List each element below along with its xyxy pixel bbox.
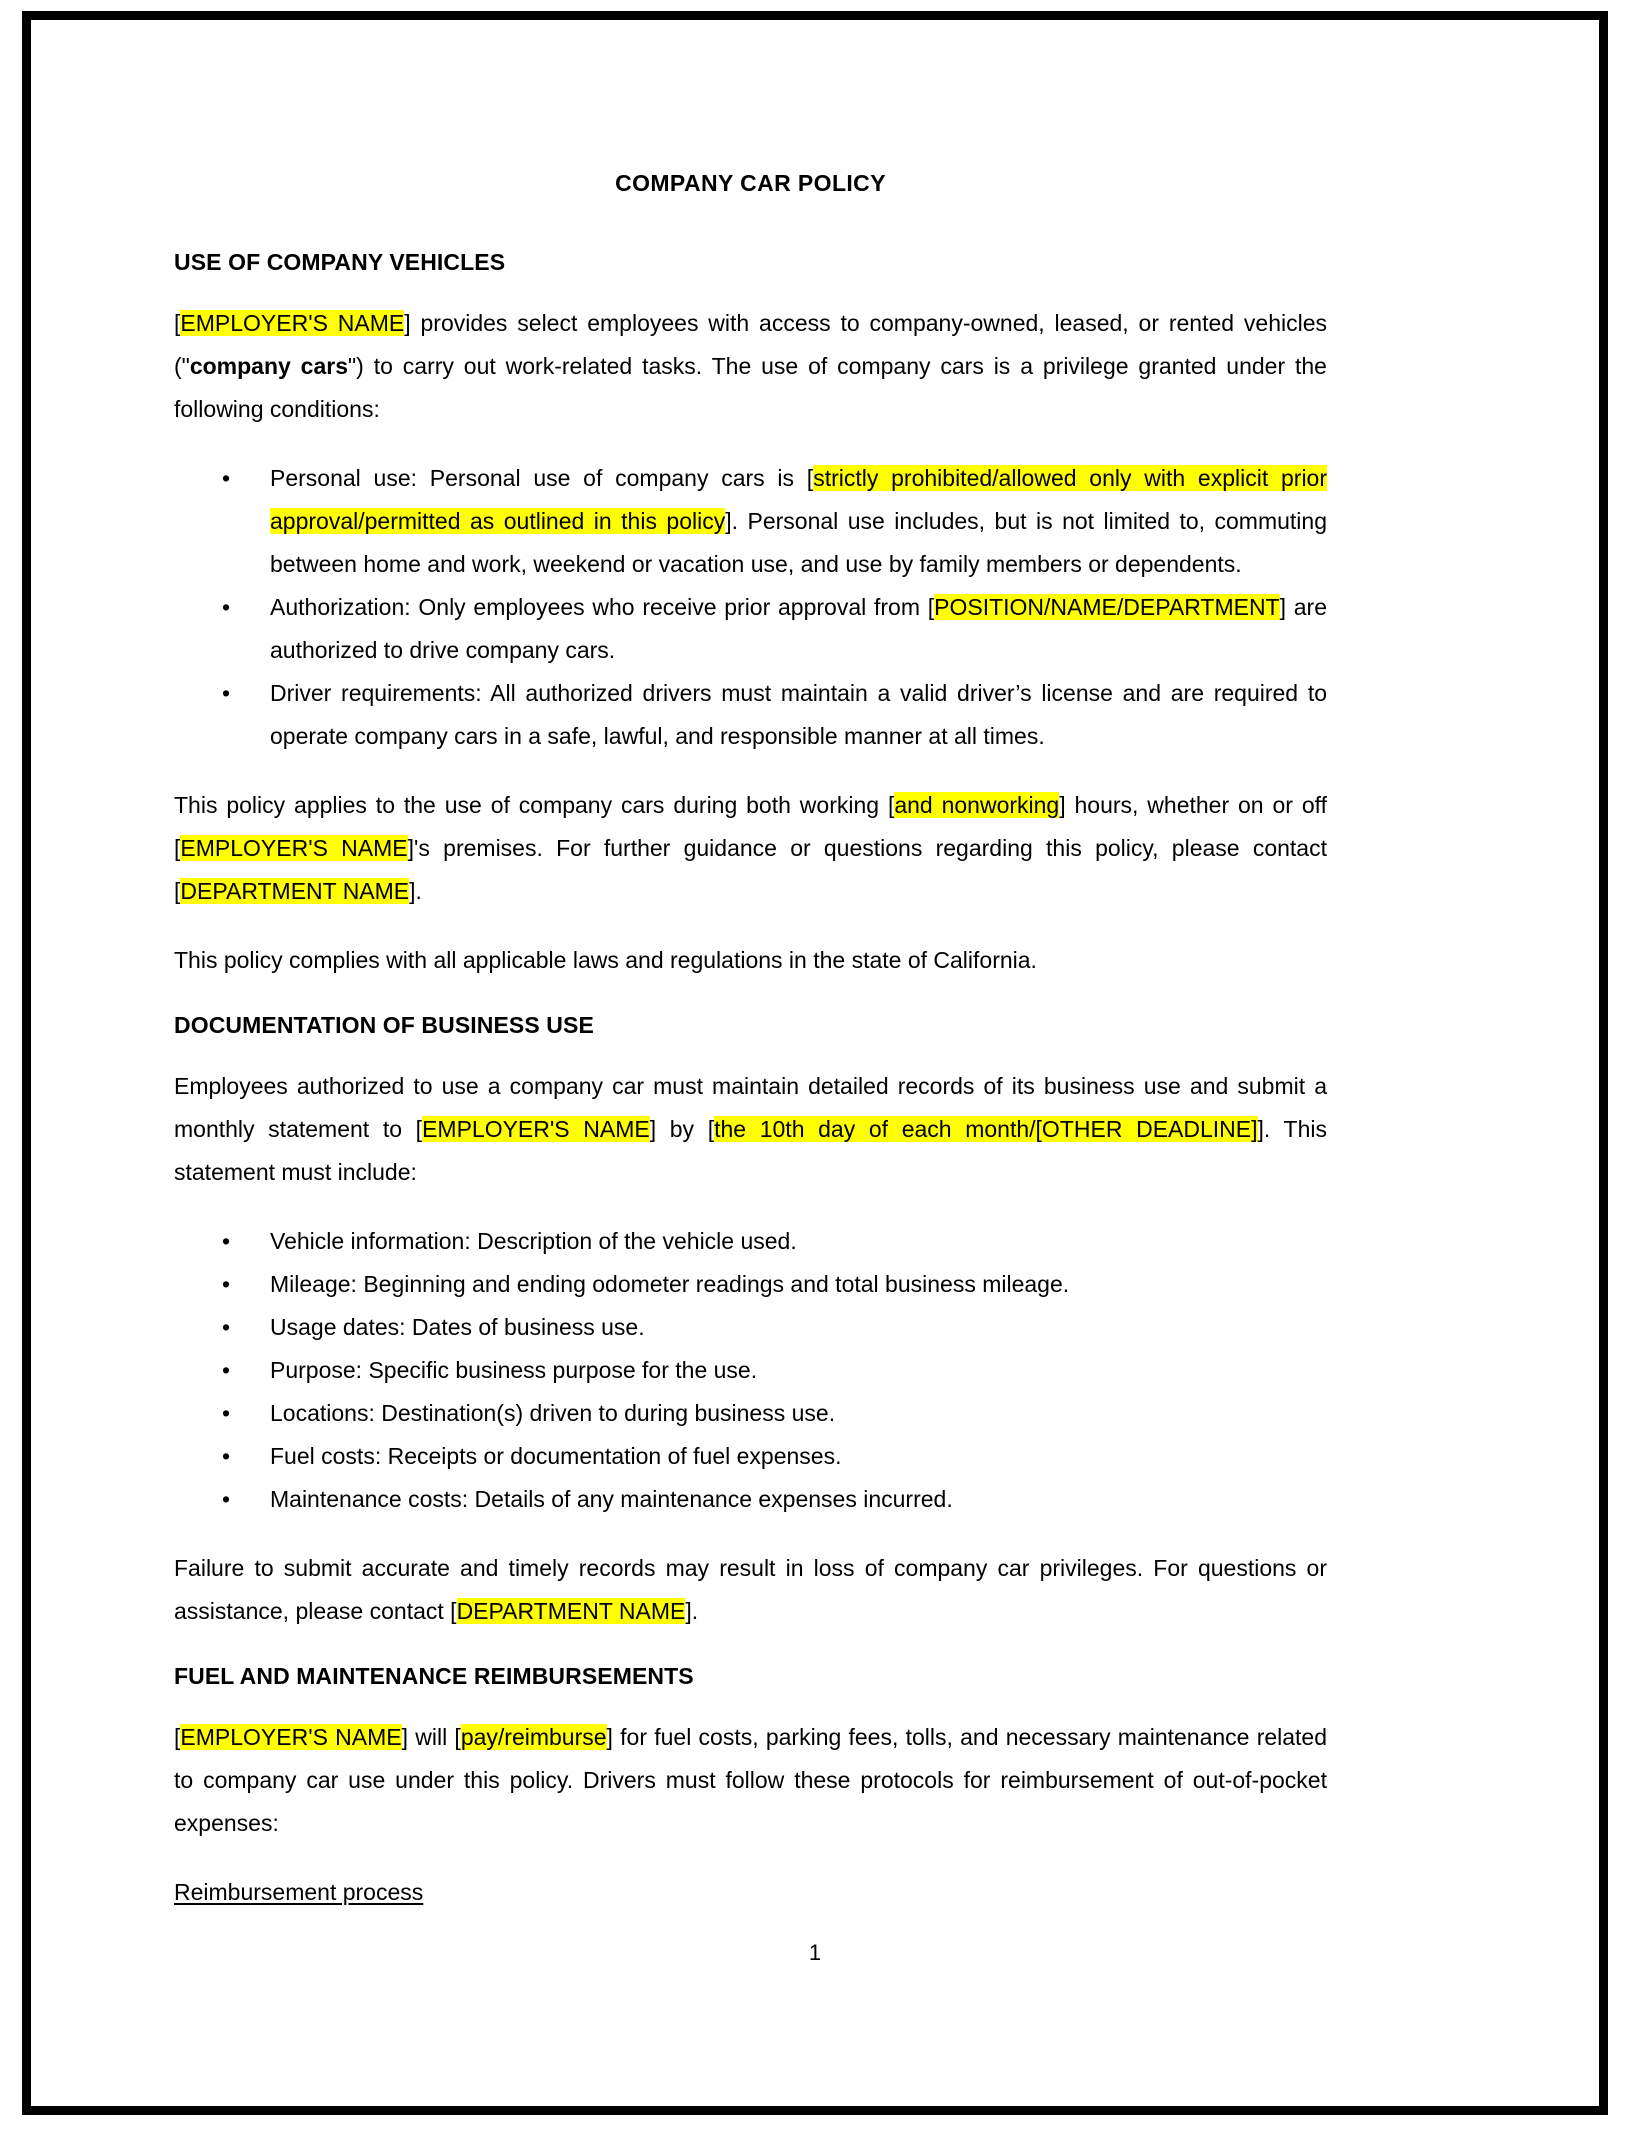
highlighted-placeholder: EMPLOYER'S NAME: [180, 310, 405, 336]
highlighted-placeholder: EMPLOYER'S NAME: [422, 1116, 650, 1142]
highlighted-placeholder: POSITION/NAME/DEPARTMENT: [934, 594, 1280, 620]
list-item: [174, 1263, 1327, 1306]
text-run: This policy complies with all applicable laws and regulations in the state of California.: [174, 947, 1037, 973]
text-run: Purpose: Specific business purpose for the use.: [270, 1357, 758, 1383]
list-item: [174, 1349, 1327, 1392]
text-run: ]'s premises. For further guidance or questions regarding this policy, please contact [: [174, 835, 1327, 904]
list-item: [174, 586, 1327, 672]
text-run: ] will [: [401, 1724, 461, 1750]
highlighted-placeholder: and nonworking: [894, 792, 1060, 818]
highlighted-placeholder: EMPLOYER'S NAME: [180, 835, 408, 861]
text-run: Vehicle information: Description of the vehicle used.: [270, 1228, 797, 1254]
list-item: [174, 1392, 1327, 1435]
paragraph-state-compliance: [174, 939, 1327, 982]
list-item: [174, 1306, 1327, 1349]
text-run: [: [174, 310, 181, 336]
list-item: [174, 672, 1327, 758]
section-heading-use-of-company-vehicles: USE OF COMPANY VEHICLES: [174, 249, 506, 275]
list-item: [174, 1478, 1327, 1521]
text-run: ]. This statement must include:: [174, 1116, 1327, 1185]
text-run: Maintenance costs: Details of any maintenance expenses incurred.: [270, 1486, 953, 1512]
document-page-border: [22, 11, 1608, 2115]
text-run: ] for fuel costs, parking fees, tolls, and necessary maintenance related to company car use under this policy. Drivers must follow these protocols for reimbursement of out-of-pocket expenses:: [174, 1724, 1328, 1836]
text-run: ].: [685, 1598, 699, 1624]
highlighted-placeholder: DEPARTMENT NAME: [456, 1598, 686, 1624]
highlighted-placeholder: the 10th day of each month/[OTHER DEADLINE]: [714, 1116, 1258, 1142]
text-run: Mileage: Beginning and ending odometer readings and total business mileage.: [270, 1271, 1070, 1297]
section-heading-documentation-of-business-use: DOCUMENTATION OF BUSINESS USE: [174, 1012, 594, 1038]
paragraph-policy-applies: [174, 784, 1327, 913]
section-heading-fuel-and-maintenance-reimbursements: FUEL AND MAINTENANCE REIMBURSEMENTS: [174, 1663, 694, 1689]
paragraph-use-intro: [174, 302, 1327, 431]
text-run: Fuel costs: Receipts or documentation of fuel expenses.: [270, 1443, 842, 1469]
subheading-reimbursement-process: [174, 1871, 1327, 1914]
list-item: [174, 1220, 1327, 1263]
bold-term: company cars: [189, 353, 349, 379]
text-run: This policy applies to the use of company cars during both working [: [174, 792, 895, 818]
text-run: Authorization: Only employees who receive prior approval from [: [270, 594, 935, 620]
list-item: [174, 457, 1327, 586]
document-content: [174, 170, 1327, 1940]
text-run: [: [174, 1724, 181, 1750]
text-run: Personal use: Personal use of company cars is [: [270, 465, 814, 491]
text-run: Usage dates: Dates of business use.: [270, 1314, 645, 1340]
text-run: ] provides select employees with access to company-owned, leased, or rented vehicles (": [174, 310, 1328, 379]
paragraph-reimbursement-intro: [174, 1716, 1327, 1845]
list-item: [174, 1435, 1327, 1478]
text-run: ] are authorized to drive company cars.: [270, 594, 1327, 663]
text-run: Locations: Destination(s) driven to during business use.: [270, 1400, 836, 1426]
text-run: Employees authorized to use a company car must maintain detailed records of its business use and submit a monthly statement to [: [174, 1073, 1327, 1142]
highlighted-placeholder: pay/reimburse: [460, 1724, 607, 1750]
highlighted-placeholder: strictly prohibited/allowed only with explicit prior approval/permitted as outlined in this policy: [270, 465, 1328, 534]
text-run: ].: [409, 878, 422, 904]
underlined-subheading: Reimbursement process: [174, 1879, 424, 1905]
document-page: [31, 20, 1599, 2106]
text-run: ]. Personal use includes, but is not limited to, commuting between home and work, weekend or vacation use, and use by family members or dependents.: [270, 508, 1327, 577]
text-run: Driver requirements: All authorized drivers must maintain a valid driver’s license and are required to operate company cars in a safe, lawful, and responsible manner at all times.: [270, 680, 1327, 749]
highlighted-placeholder: EMPLOYER'S NAME: [180, 1724, 402, 1750]
paragraph-failure-to-submit: [174, 1547, 1327, 1633]
bullet-list-statement-contents: [174, 1220, 1327, 1521]
highlighted-placeholder: DEPARTMENT NAME: [180, 878, 410, 904]
text-run: ] hours, whether on or off [: [174, 792, 1327, 861]
text-run: ] by [: [649, 1116, 715, 1142]
page-title: COMPANY CAR POLICY: [615, 170, 886, 196]
text-run: ") to carry out work-related tasks. The use of company cars is a privilege granted under the following conditions:: [174, 353, 1327, 422]
paragraph-documentation-intro: [174, 1065, 1327, 1194]
bullet-list-use-conditions: [174, 457, 1327, 758]
page-number: 1: [808, 1940, 822, 1965]
text-run: Failure to submit accurate and timely records may result in loss of company car privileges. For questions or assistance, please contact [: [174, 1555, 1327, 1624]
